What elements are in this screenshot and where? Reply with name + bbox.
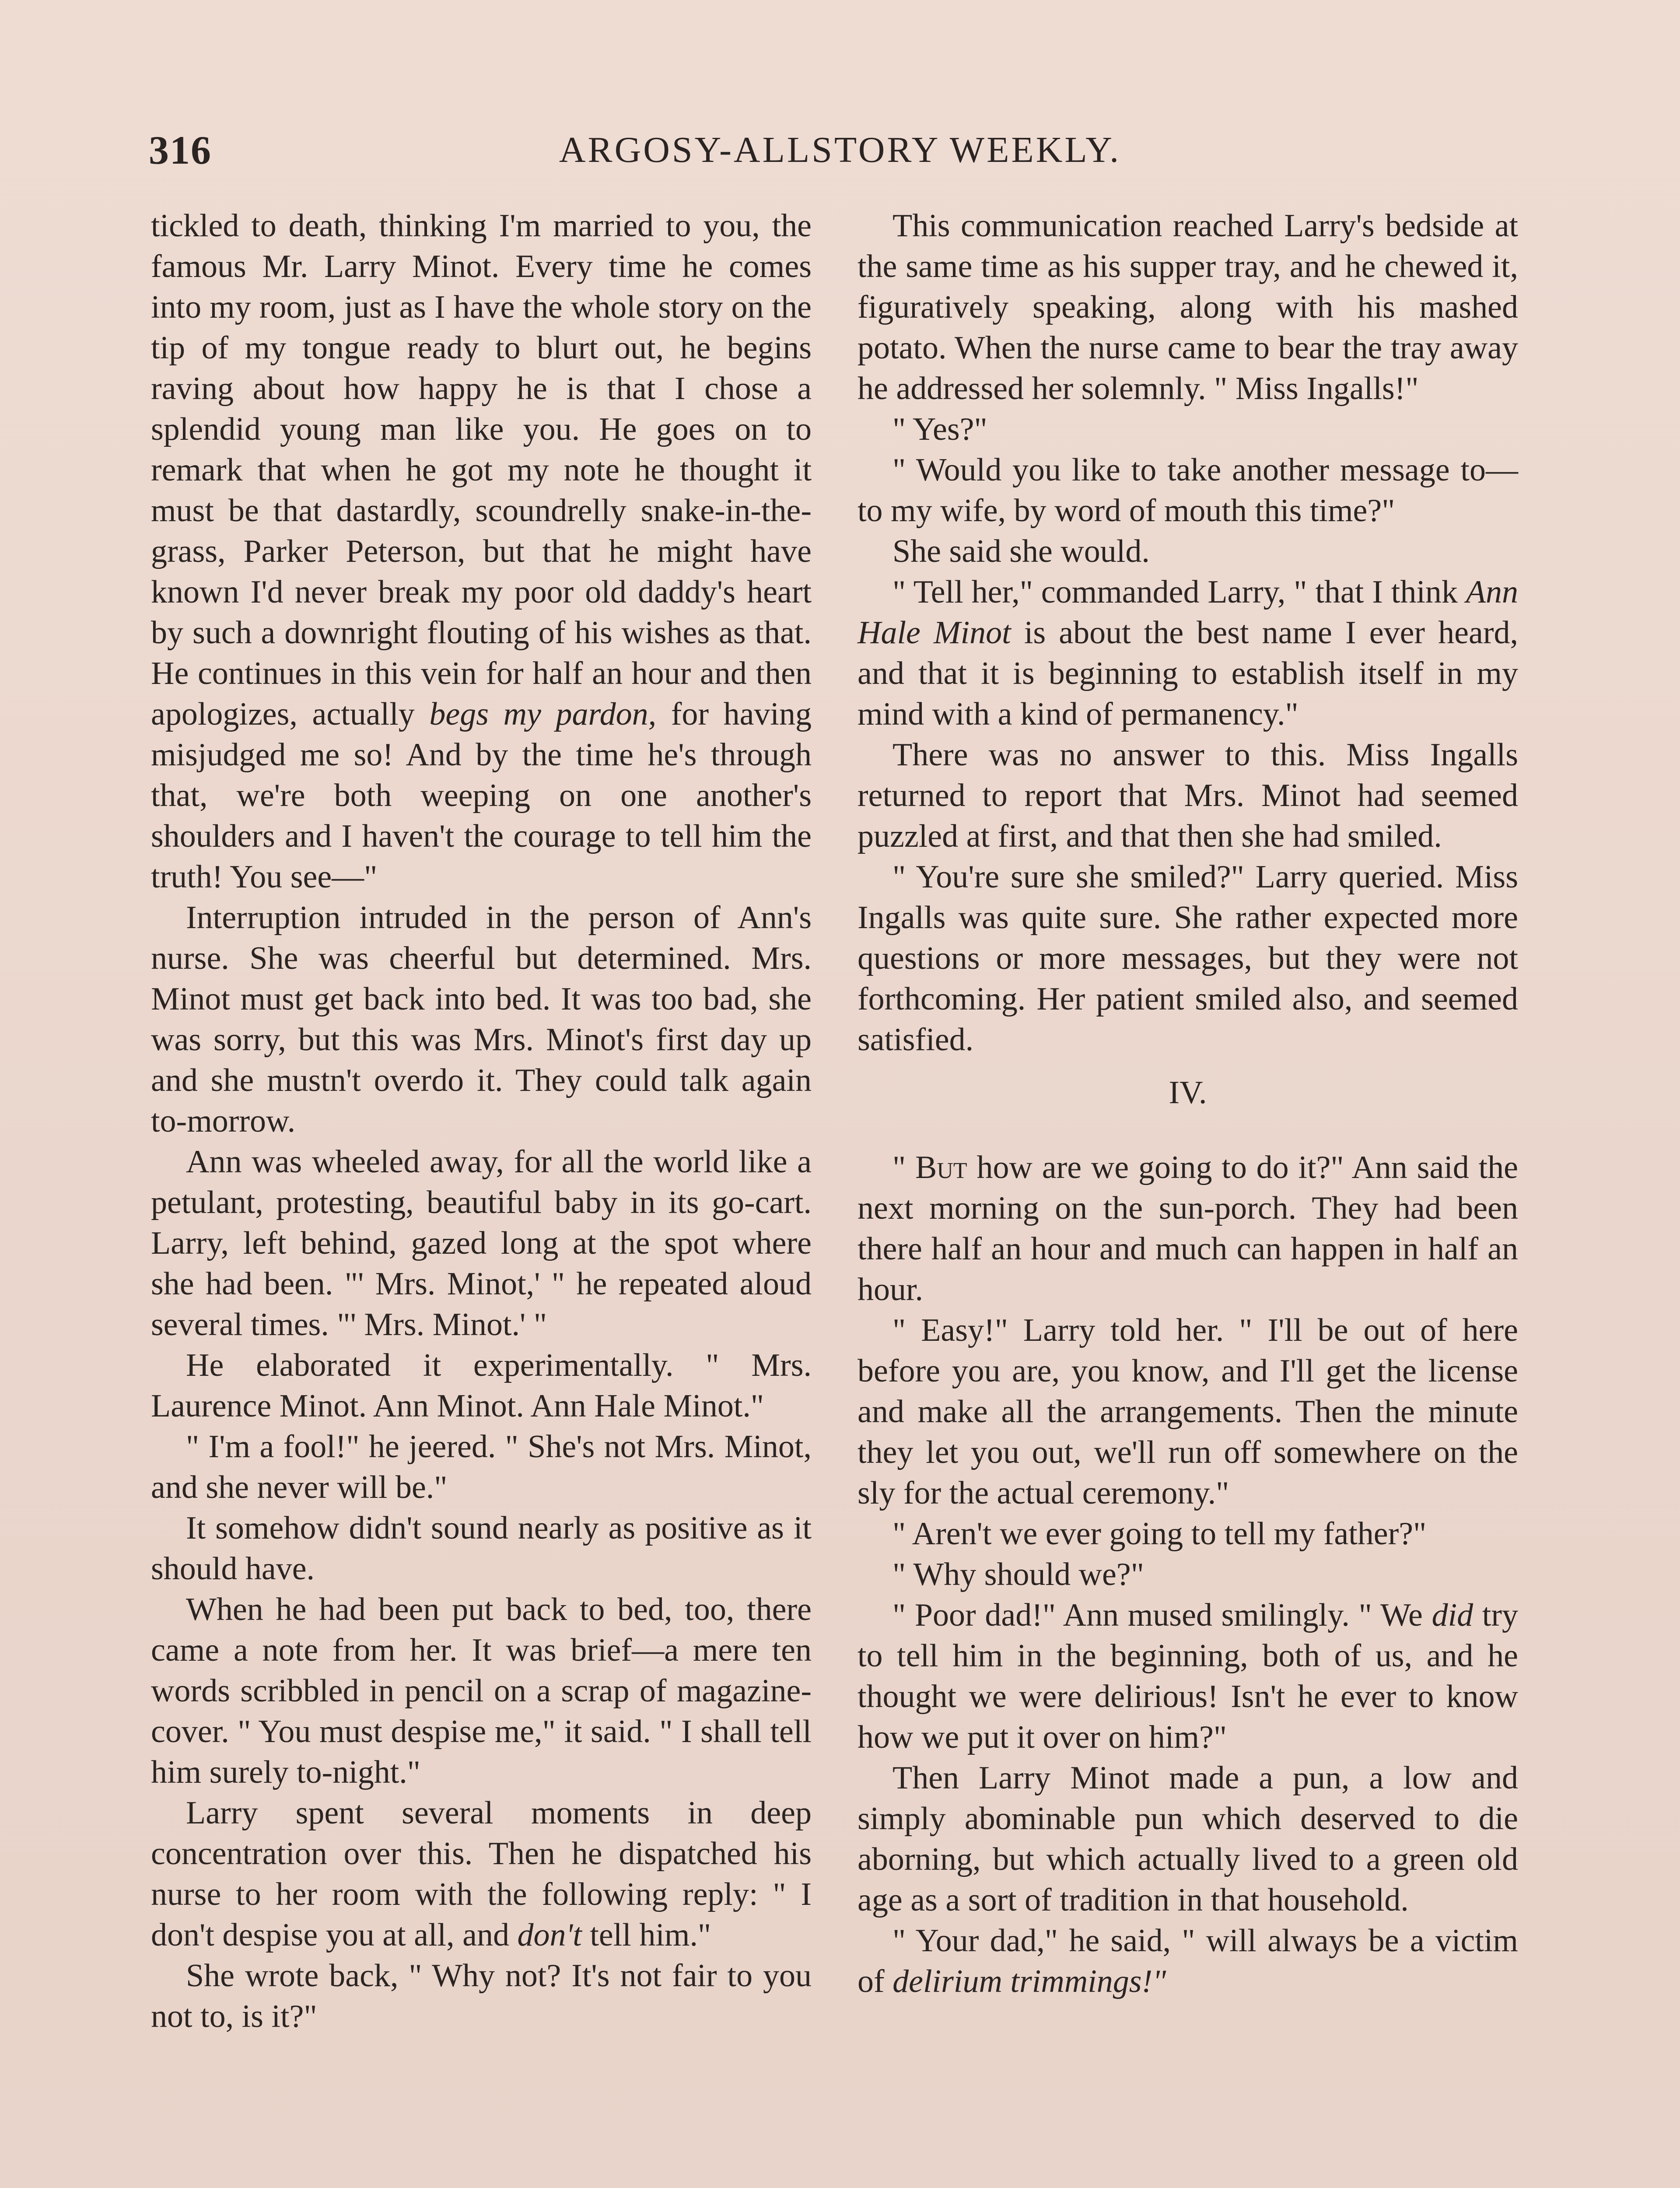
paragraph: " Would you like to take another message to—to my wife, by word of mouth this time?" bbox=[858, 452, 1518, 529]
paragraph: " Poor dad!" Ann mused smilingly. " We did try to tell him in the beginning, both of us, and he thought we were delirious! Isn't he ever to know how we put it over on him?" bbox=[858, 1597, 1518, 1755]
paragraph: " Tell her," commanded Larry, " that I think Ann Hale Minot is about the best name I ever heard, and that it is beginning to establish itself in my mind with a kind of permanency." bbox=[858, 574, 1518, 732]
running-head: ARGOSY-ALLSTORY WEEKLY. bbox=[559, 130, 1121, 170]
paragraph: " Yes?" bbox=[892, 411, 987, 447]
paragraph: Then Larry Minot made a pun, a low and simply abominable pun which deserved to die aborning, but which actually lived to a green old age as a sort of tradition in that household. bbox=[858, 1760, 1518, 1918]
paragraph: tickled to death, thinking I'm married to you, the famous Mr. Larry Minot. Every time he comes into my room, just as I have the whole story on the tip of my tongue ready to blurt out, he begins raving about how happy he is that I chose a splendid young man like you. He goes on to remark that when he got my note he thought it must be that dastardly, scoundrelly snake-in-the-grass, Parker Peterson, but that he might have known I'd never break my poor old daddy's heart by such a downright flouting of his wishes as that. He continues in this vein for half an hour and then apologizes, actually begs my pardon, for having misjudged me so! And by the time he's through that, we're both weeping on one another's shoulders and I haven't the courage to tell him the truth! You see—" bbox=[151, 208, 812, 895]
paragraph: He elaborated it experimentally. " Mrs. Laurence Minot. Ann Minot. Ann Hale Minot." bbox=[151, 1347, 812, 1424]
left-column bbox=[151, 206, 812, 2037]
right-column bbox=[858, 206, 1518, 2002]
section-heading: IV. bbox=[1169, 1075, 1207, 1111]
page-header bbox=[149, 127, 1531, 184]
page-number: 316 bbox=[149, 128, 212, 172]
paragraph: She wrote back, " Why not? It's not fair to you not to, is it?" bbox=[151, 1958, 812, 2034]
paragraph: When he had been put back to bed, too, there came a note from her. It was brief—a mere ten words scribbled in pencil on a scrap of magazine-cover. " You must despise me," it said. " I shall tell him surely to-night." bbox=[151, 1592, 812, 1790]
paragraph: " But how are we going to do it?" Ann said the next morning on the sun-porch. They had been there half an hour and much can happen in half an hour. bbox=[858, 1150, 1518, 1308]
paragraph: " Why should we?" bbox=[892, 1557, 1144, 1592]
paragraph: " I'm a fool!" he jeered. " She's not Mrs. Minot, and she never will be." bbox=[151, 1429, 812, 1505]
paragraph: She said she would. bbox=[892, 533, 1150, 569]
paragraph: Ann was wheeled away, for all the world like a petulant, protesting, beautiful baby in its go-cart. Larry, left behind, gazed long at the spot where she had been. "' Mrs. Minot,' " he repeated aloud several times. "' Mrs. Minot.' " bbox=[151, 1144, 812, 1343]
paragraph: Interruption intruded in the person of Ann's nurse. She was cheerful but determined. Mrs. Minot must get back into bed. It was too bad, she was sorry, but this was Mrs. Minot's first day up and she mustn't overdo it. They could talk again to-morrow. bbox=[151, 900, 812, 1139]
paragraph: This communication reached Larry's bedside at the same time as his supper tray, and he chewed it, figuratively speaking, along with his mashed potato. When the nurse came to bear the tray away he addressed her solemnly. " Miss Ingalls!" bbox=[858, 208, 1518, 407]
paragraph: " Easy!" Larry told her. " I'll be out of here before you are, you know, and I'll get the license and make all the arrangements. Then the minute they let you out, we'll run off somewhere on the sly for the actual ceremony." bbox=[858, 1312, 1518, 1511]
paragraph: There was no answer to this. Miss Ingalls returned to report that Mrs. Minot had seemed puzzled at first, and that then she had smiled. bbox=[858, 737, 1518, 854]
paragraph: It somehow didn't sound nearly as positive as it should have. bbox=[151, 1510, 812, 1587]
paragraph: " Aren't we ever going to tell my father?" bbox=[892, 1516, 1427, 1552]
paragraph: Larry spent several moments in deep concentration over this. Then he dispatched his nurse to her room with the following reply: " I don't despise you at all, and don't tell him." bbox=[151, 1795, 812, 1953]
paragraph: " You're sure she smiled?" Larry queried. Miss Ingalls was quite sure. She rather expected more questions or more messages, but they were not forthcoming. Her patient smiled also, and seemed satisfied. bbox=[858, 859, 1518, 1058]
paragraph: " Your dad," he said, " will always be a victim of delirium trimmings!" bbox=[858, 1923, 1518, 1999]
